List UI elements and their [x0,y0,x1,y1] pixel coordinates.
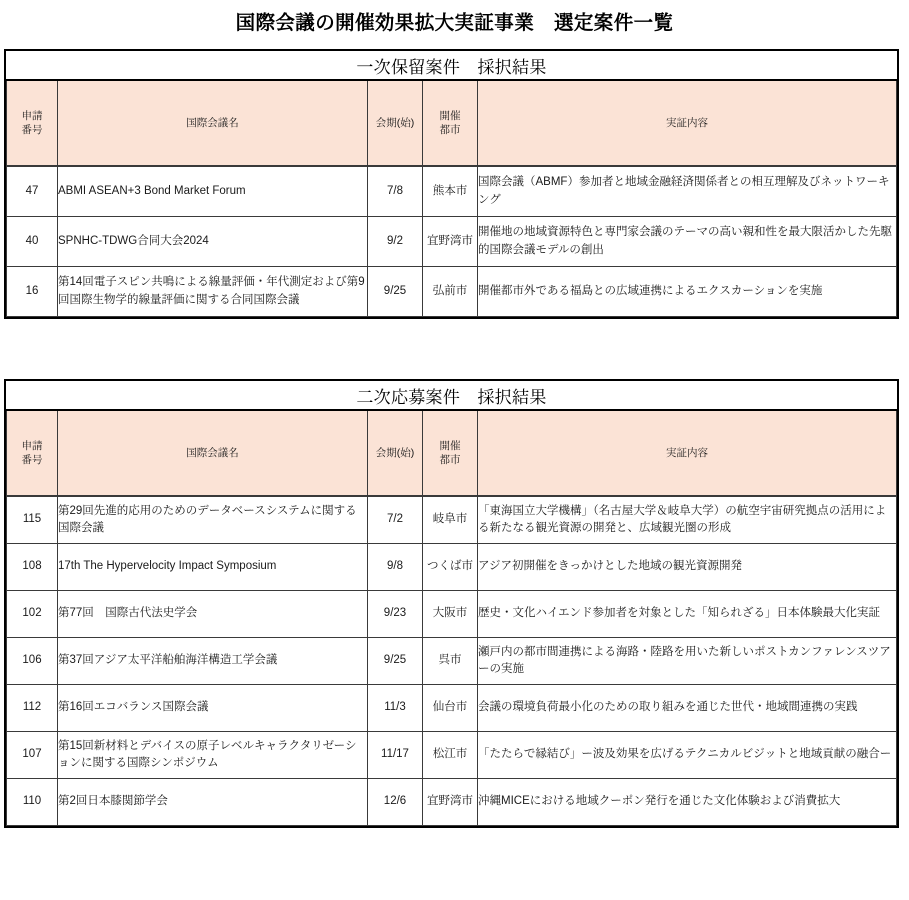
cell-start-date: 11/17 [368,732,423,779]
column-header-application-number [7,410,58,496]
column-header-host-city-line1: 開催 [439,110,461,123]
cell-application-number: 110 [7,779,58,826]
column-header-host-city-line2: 都市 [439,124,461,137]
section-banner-second-round: 二次応募案件 採択結果 [7,381,897,410]
cell-application-number: 47 [7,166,58,217]
column-header-conference-name: 国際会議名 [58,80,368,166]
cell-host-city: 弘前市 [423,267,478,317]
results-table-first-round [6,51,897,317]
cell-demonstration-content: アジア初開催をきっかけとした地域の観光資源開発 [478,544,897,591]
cell-host-city: つくば市 [423,544,478,591]
table-row [7,166,897,217]
cell-conference-name: ABMI ASEAN+3 Bond Market Forum [58,166,368,217]
cell-demonstration-content: 瀬戸内の都市間連携による海路・陸路を用いた新しいポストカンファレンスツアーの実施 [478,638,897,685]
page-title: 国際会議の開催効果拡大実証事業 選定案件一覧 [235,12,674,34]
cell-application-number: 106 [7,638,58,685]
cell-demonstration-content: 沖縄MICEにおける地域クーポン発行を通じた文化体験および消費拡大 [478,779,897,826]
cell-conference-name: 第15回新材料とデバイスの原子レベルキャラクタリゼーションに関する国際シンポジウム [58,732,368,779]
column-header-application-number-line1: 申請 [21,110,43,123]
cell-start-date: 7/8 [368,166,423,217]
cell-conference-name: 17th The Hypervelocity Impact Symposium [58,544,368,591]
cell-demonstration-content: 国際会議（ABMF）参加者と地域金融経済関係者との相互理解及びネットワーキング [478,166,897,217]
cell-conference-name: 第16回エコバランス国際会議 [58,685,368,732]
column-header-application-number-line1: 申請 [21,440,43,453]
cell-application-number: 108 [7,544,58,591]
cell-start-date: 11/3 [368,685,423,732]
table-row [7,267,897,317]
column-header-host-city-line2: 都市 [439,454,461,467]
cell-application-number: 40 [7,217,58,267]
table-row [7,591,897,638]
column-header-demonstration-content: 実証内容 [478,80,897,166]
cell-start-date: 9/25 [368,638,423,685]
cell-conference-name: 第29回先進的応用のためのデータベースシステムに関する国際会議 [58,496,368,544]
cell-conference-name: 第37回アジア太平洋船舶海洋構造工学会議 [58,638,368,685]
cell-start-date: 9/25 [368,267,423,317]
table-row [7,732,897,779]
cell-application-number: 112 [7,685,58,732]
cell-demonstration-content: 会議の環境負荷最小化のための取り組みを通じた世代・地域間連携の実践 [478,685,897,732]
cell-application-number: 107 [7,732,58,779]
cell-host-city: 仙台市 [423,685,478,732]
cell-demonstration-content: 歴史・文化ハイエンド参加者を対象とした「知られざる」日本体験最大化実証 [478,591,897,638]
cell-conference-name: 第14回電子スピン共鳴による線量評価・年代測定および第9回国際生物学的線量評価に関する合同国際会議 [58,267,368,317]
column-header-start-date: 会期(始) [368,410,423,496]
table-block-first-round [4,49,899,319]
cell-conference-name: 第2回日本膝関節学会 [58,779,368,826]
table-block-second-round [4,379,899,828]
cell-demonstration-content: 開催都市外である福島との広域連携によるエクスカーションを実施 [478,267,897,317]
column-header-row [7,410,897,496]
column-header-application-number-line2: 番号 [21,124,43,137]
results-table-second-round [6,381,897,826]
table-row [7,544,897,591]
cell-host-city: 宜野湾市 [423,779,478,826]
column-header-start-date: 会期(始) [368,80,423,166]
table-row [7,779,897,826]
column-header-host-city [423,410,478,496]
cell-demonstration-content: 「たたらで縁結び」ー波及効果を広げるテクニカルビジットと地域貢献の融合ー [478,732,897,779]
cell-demonstration-content: 「東海国立大学機構」（名古屋大学＆岐阜大学）の航空宇宙研究拠点の活用による新たなる観光資源の開発と、広域観光圏の形成 [478,496,897,544]
column-header-application-number-line2: 番号 [21,454,43,467]
table-row [7,685,897,732]
column-header-demonstration-content: 実証内容 [478,410,897,496]
cell-start-date: 7/2 [368,496,423,544]
cell-start-date: 9/23 [368,591,423,638]
cell-demonstration-content: 開催地の地域資源特色と専門家会議のテーマの高い親和性を最大限活かした先駆的国際会議モデルの創出 [478,217,897,267]
column-header-row [7,80,897,166]
cell-start-date: 9/8 [368,544,423,591]
cell-host-city: 宜野湾市 [423,217,478,267]
table-row [7,496,897,544]
cell-host-city: 岐阜市 [423,496,478,544]
column-header-conference-name: 国際会議名 [58,410,368,496]
cell-host-city: 熊本市 [423,166,478,217]
cell-application-number: 102 [7,591,58,638]
column-header-host-city-line1: 開催 [439,440,461,453]
cell-start-date: 9/2 [368,217,423,267]
cell-start-date: 12/6 [368,779,423,826]
cell-conference-name: 第77回 国際古代法史学会 [58,591,368,638]
cell-host-city: 呉市 [423,638,478,685]
column-header-host-city [423,80,478,166]
cell-host-city: 大阪市 [423,591,478,638]
table-row [7,217,897,267]
section-banner-row [7,51,897,80]
cell-application-number: 16 [7,267,58,317]
cell-application-number: 115 [7,496,58,544]
cell-host-city: 松江市 [423,732,478,779]
section-banner-first-round: 一次保留案件 採択結果 [7,51,897,80]
table-row [7,638,897,685]
section-banner-row [7,381,897,410]
column-header-application-number [7,80,58,166]
cell-conference-name: SPNHC-TDWG合同大会2024 [58,217,368,267]
